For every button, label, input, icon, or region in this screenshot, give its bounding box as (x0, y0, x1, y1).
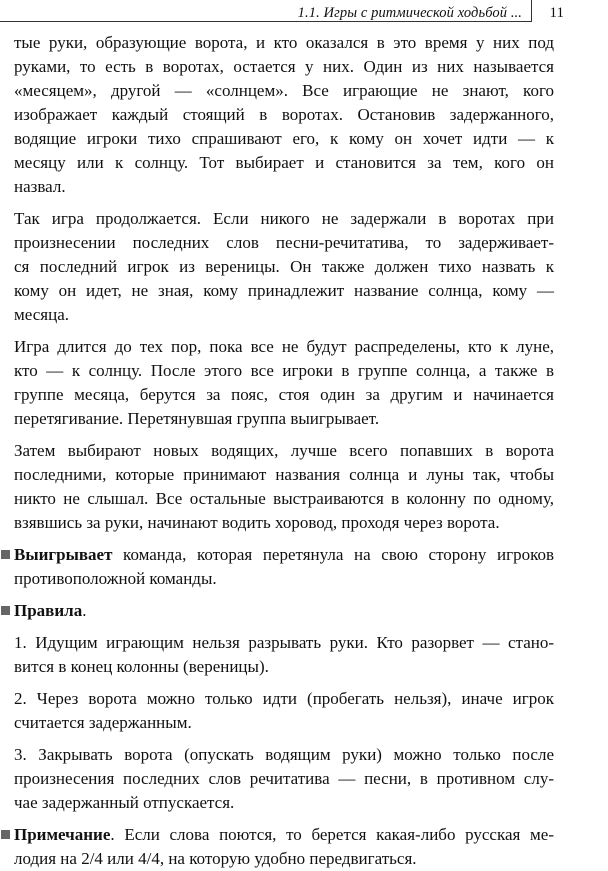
text-line: водящие игроки тихо спрашивают его, к кому он хочет идти — к (14, 129, 554, 148)
text-line: 1. Идущим играющим нельзя разрывать руки. Кто разорвет — стано- (14, 633, 554, 652)
text-line (14, 543, 554, 567)
text-line: противоположной команды. (14, 569, 217, 588)
rules-heading (14, 599, 554, 623)
note-term: Примечание (14, 825, 111, 844)
rule-item (14, 687, 554, 735)
text-line: тые руки, образующие ворота, и кто оказался в это время у них под (14, 33, 554, 52)
winner-paragraph (14, 543, 554, 591)
text-line: чае задержанный отпускается. (14, 793, 235, 812)
text-line: 2. Через ворота можно только идти (пробегать нельзя), иначе игрок (14, 689, 554, 708)
rule-item (14, 631, 554, 679)
text-line (14, 599, 554, 623)
square-bullet-icon (1, 830, 10, 839)
text-line: никто не слышал. Все остальные выстраиваются в колонну по одному, (14, 489, 554, 508)
page-number: 11 (549, 5, 564, 21)
square-bullet-icon (1, 606, 10, 615)
header-rule (0, 21, 531, 22)
text-line: Так игра продолжается. Если никого не задержали в воротах при (14, 209, 554, 228)
text-line: считается задержанным. (14, 713, 192, 732)
text-line: произнесении последних слов песни-речитатива, то задерживает- (14, 233, 554, 252)
page-body (14, 31, 554, 871)
note-paragraph (14, 823, 554, 871)
running-head (0, 0, 608, 28)
text-line: назвал. (14, 177, 66, 196)
header-vertical-rule (531, 0, 532, 22)
paragraph (14, 31, 554, 199)
text-line: месяца. (14, 305, 69, 324)
text-line: перетягивание. Перетянувшая группа выигрывает. (14, 409, 380, 428)
text-line: 3. Закрывать ворота (опускать водящим руки) можно только после (14, 745, 554, 764)
text-line: изображает каждый стоящий в воротах. Остановив задержанного, (14, 105, 554, 124)
text-line: лодия на 2/4 или 4/4, на которую удобно передвигаться. (14, 849, 417, 868)
text-line: группе месяца, берутся за пояс, стоя один за другим и начинается (14, 385, 554, 404)
rule-item (14, 743, 554, 815)
note-text: . Если слова поются, то берется какая-либо русская ме- (110, 825, 554, 844)
text-line: произнесения последних слов речитатива — песни, в противном слу- (14, 769, 554, 788)
text-line: месяцу или к солнцу. Тот выбирает и становится за тем, кого он (14, 153, 554, 172)
square-bullet-icon (1, 550, 10, 559)
text-line: кому он идет, не зная, кому принадлежит название солнца, кому — (14, 281, 554, 300)
text-line: Игра длится до тех пор, пока все не будут распределены, кто к луне, (14, 337, 554, 356)
running-title: 1.1. Игры с ритмической ходьбой ... (297, 5, 522, 21)
paragraph (14, 335, 554, 431)
rules-heading-punct: . (82, 601, 87, 620)
paragraph (14, 439, 554, 535)
text-line: руками, то есть в воротах, остается у них. Один из них называется (14, 57, 554, 76)
text-line: вится в конец колонны (вереницы). (14, 657, 269, 676)
paragraph (14, 207, 554, 327)
text-line: взявшись за руки, начинают водить хоровод, проходя через ворота. (14, 513, 500, 532)
text-line: «месяцем», другой — «солнцем». Все играющие не знают, кого (14, 81, 554, 100)
text-line: кто — к солнцу. После этого все игроки в группе солнца, а также в (14, 361, 554, 380)
text-line: Затем выбирают новых водящих, лучше всего попавших в ворота (14, 441, 554, 460)
text-line: последними, которые принимают названия солнца и луны так, чтобы (14, 465, 554, 484)
winner-term: Выигрывает (14, 545, 113, 564)
rules-heading-text: Правила (14, 601, 83, 620)
text-line: ся последний игрок из вереницы. Он также должен тихо назвать к (14, 257, 554, 276)
winner-text: команда, которая перетянула на свою сторону игроков (112, 545, 554, 564)
text-line (14, 823, 554, 847)
